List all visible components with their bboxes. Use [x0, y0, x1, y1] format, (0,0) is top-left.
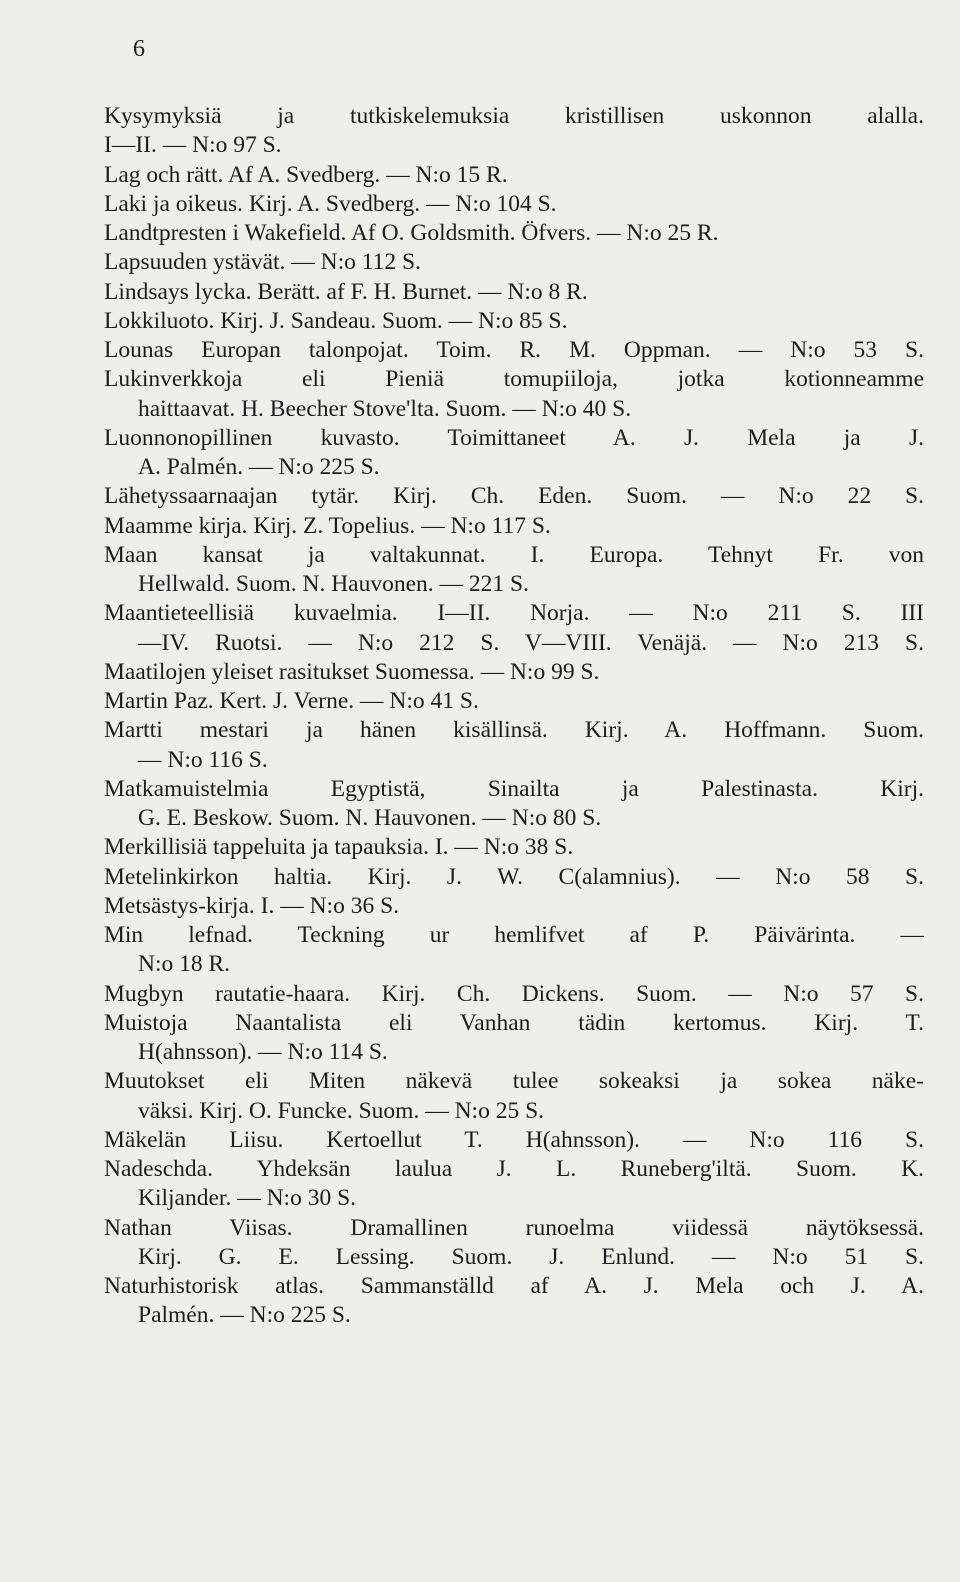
- catalog-line: Kirj. G. E. Lessing. Suom. J. Enlund. — N:o 51 S.: [138, 1243, 924, 1270]
- catalog-line: Lähetyssaarnaajan tytär. Kirj. Ch. Eden. Suom. — N:o 22 S.: [104, 483, 924, 510]
- catalog-line: Lounas Europan talonpojat. Toim. R. M. Oppman. — N:o 53 S.: [104, 337, 924, 363]
- catalog-line: Hellwald. Suom. N. Hauvonen. — 221 S.: [138, 571, 529, 597]
- catalog-line: väksi. Kirj. O. Funcke. Suom. — N:o 25 S.: [138, 1097, 545, 1124]
- catalog-line: Mäkelän Liisu. Kertoellut T. H(ahnsson). — N:o 116 S.: [104, 1126, 924, 1153]
- page-number: 6: [133, 36, 145, 62]
- catalog-line: A. Palmén. — N:o 225 S.: [138, 454, 380, 480]
- catalog-line: Lindsays lycka. Berätt. af F. H. Burnet. — N:o 8 R.: [104, 278, 588, 305]
- catalog-line: Merkillisiä tappeluita ja tapauksia. I. — N:o 38 S.: [104, 834, 574, 861]
- catalog-line: Lapsuuden ystävät. — N:o 112 S.: [104, 249, 421, 276]
- catalog-entries: [104, 102, 924, 1331]
- catalog-line: Laki ja oikeus. Kirj. A. Svedberg. — N:o 104 S.: [104, 190, 557, 217]
- catalog-line: Nathan Viisas. Dramallinen runoelma viidessä näytöksessä.: [104, 1214, 924, 1241]
- catalog-line: —IV. Ruotsi. — N:o 212 S. V—VIII. Venäjä. — N:o 213 S.: [138, 629, 924, 656]
- catalog-line: haittaavat. H. Beecher Stove'lta. Suom. — N:o 40 S.: [138, 395, 632, 422]
- catalog-line: Martin Paz. Kert. J. Verne. — N:o 41 S.: [104, 688, 479, 714]
- catalog-line: — N:o 116 S.: [138, 746, 268, 773]
- catalog-line: H(ahnsson). — N:o 114 S.: [138, 1039, 388, 1065]
- catalog-line: Maan kansat ja valtakunnat. I. Europa. Tehnyt Fr. von: [104, 541, 924, 568]
- catalog-line: Muutokset eli Miten näkevä tulee sokeaksi ja sokea näke-: [104, 1068, 924, 1095]
- catalog-line: Muistoja Naantalista eli Vanhan tädin kertomus. Kirj. T.: [104, 1009, 924, 1036]
- catalog-line: Landtpresten i Wakefield. Af O. Goldsmith. Öfvers. — N:o 25 R.: [104, 220, 719, 246]
- catalog-line: Luonnonopillinen kuvasto. Toimittaneet A. J. Mela ja J.: [104, 424, 924, 451]
- catalog-line: Kysymyksiä ja tutkiskelemuksia kristillisen uskonnon alalla.: [104, 103, 924, 129]
- catalog-line: Maatilojen yleiset rasitukset Suomessa. — N:o 99 S.: [104, 658, 600, 685]
- catalog-line: Lag och rätt. Af A. Svedberg. — N:o 15 R.: [104, 161, 508, 188]
- catalog-line: Martti mestari ja hänen kisällinsä. Kirj. A. Hoffmann. Suom.: [104, 717, 924, 744]
- catalog-line: Maantieteellisiä kuvaelmia. I—II. Norja. — N:o 211 S. III: [104, 600, 924, 627]
- catalog-line: Naturhistorisk atlas. Sammanställd af A. J. Mela och J. A.: [104, 1273, 924, 1299]
- catalog-line: Metelinkirkon haltia. Kirj. J. W. C(alamnius). — N:o 58 S.: [104, 863, 924, 890]
- catalog-line: Mugbyn rautatie-haara. Kirj. Ch. Dickens. Suom. — N:o 57 S.: [104, 980, 924, 1007]
- catalog-line: Kiljander. — N:o 30 S.: [138, 1185, 357, 1212]
- catalog-line: Palmén. — N:o 225 S.: [138, 1302, 351, 1329]
- catalog-line: Nadeschda. Yhdeksän laulua J. L. Runeberg'iltä. Suom. K.: [104, 1156, 924, 1182]
- catalog-line: Metsästys-kirja. I. — N:o 36 S.: [104, 892, 400, 919]
- catalog-line: N:o 18 R.: [138, 951, 231, 978]
- catalog-line: I—II. — N:o 97 S.: [104, 132, 282, 159]
- catalog-line: Matkamuistelmia Egyptistä, Sinailta ja Palestinasta. Kirj.: [104, 775, 924, 802]
- catalog-line: Min lefnad. Teckning ur hemlifvet af P. Päivärinta. —: [104, 922, 924, 948]
- catalog-line: Lokkiluoto. Kirj. J. Sandeau. Suom. — N:o 85 S.: [104, 307, 568, 334]
- catalog-line: Lukinverkkoja eli Pieniä tomupiiloja, jotka kotionneamme: [104, 366, 924, 393]
- catalog-line: Maamme kirja. Kirj. Z. Topelius. — N:o 117 S.: [104, 512, 551, 539]
- catalog-line: G. E. Beskow. Suom. N. Hauvonen. — N:o 80 S.: [138, 805, 602, 831]
